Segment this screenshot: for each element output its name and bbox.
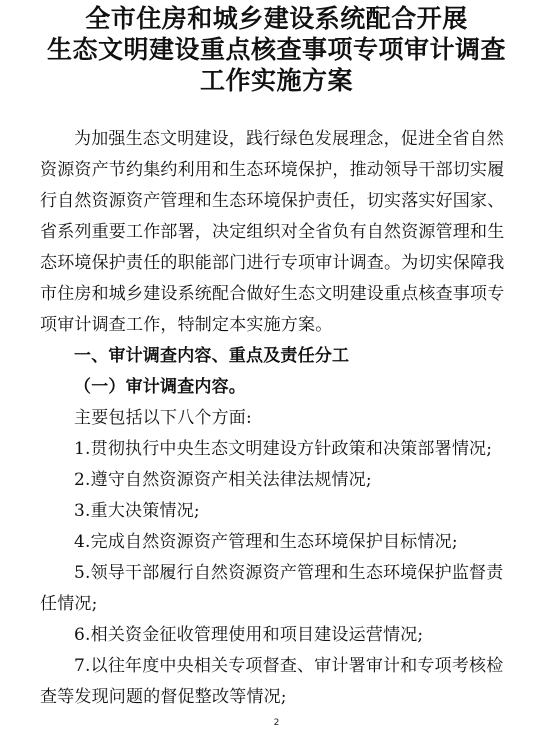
document-title-line-2: 生态文明建设重点核查事项专项审计调查 [46, 35, 506, 64]
list-item: 2.遵守自然资源资产相关法律法规情况; [74, 470, 372, 490]
list-item: 3.重大决策情况; [74, 501, 200, 521]
page-number: 2 [273, 718, 280, 728]
list-item: 6.相关资金征收管理使用和项目建设运营情况; [74, 625, 424, 645]
list-lead-text: 主要包括以下八个方面: [74, 408, 252, 428]
intro-paragraph-line: 为加强生态文明建设，践行绿色发展理念，促进全省自然 [74, 129, 504, 149]
list-item: 1.贯彻执行中央生态文明建设方针政策和决策部署情况; [74, 439, 493, 459]
list-item-continuation: 查等发现问题的督促整改等情况; [40, 687, 287, 707]
intro-paragraph-line: 态环境保护责任的职能部门进行专项审计调查。为切实保障我 [40, 253, 505, 273]
document-title-line-3: 工作实施方案 [199, 66, 353, 95]
intro-paragraph-line: 行自然资源资产管理和生态环境保护责任，切实落实好国家、 [40, 191, 505, 211]
list-item: 5.领导干部履行自然资源资产管理和生态环境保护监督责 [74, 563, 504, 583]
document-title-line-1: 全市住房和城乡建设系统配合开展 [85, 4, 468, 33]
subsection-heading: （一）审计调查内容。 [74, 377, 246, 397]
list-item: 4.完成自然资源资产管理和生态环境保护目标情况; [74, 532, 458, 552]
list-item-continuation: 任情况; [40, 594, 98, 614]
list-item: 7.以往年度中央相关专项督查、审计署审计和专项考核检 [74, 656, 504, 676]
intro-paragraph-line: 项审计调查工作，特制定本实施方案。 [40, 315, 333, 335]
section-heading: 一、审计调查内容、重点及责任分工 [74, 346, 350, 366]
intro-paragraph-line: 资源资产节约集约利用和生态环境保护，推动领导干部切实履 [40, 160, 505, 180]
intro-paragraph-line: 省系列重要工作部署，决定组织对全省负有自然资源管理和生 [40, 222, 505, 242]
intro-paragraph-line: 市住房和城乡建设系统配合做好生态文明建设重点核查事项专 [40, 284, 505, 304]
